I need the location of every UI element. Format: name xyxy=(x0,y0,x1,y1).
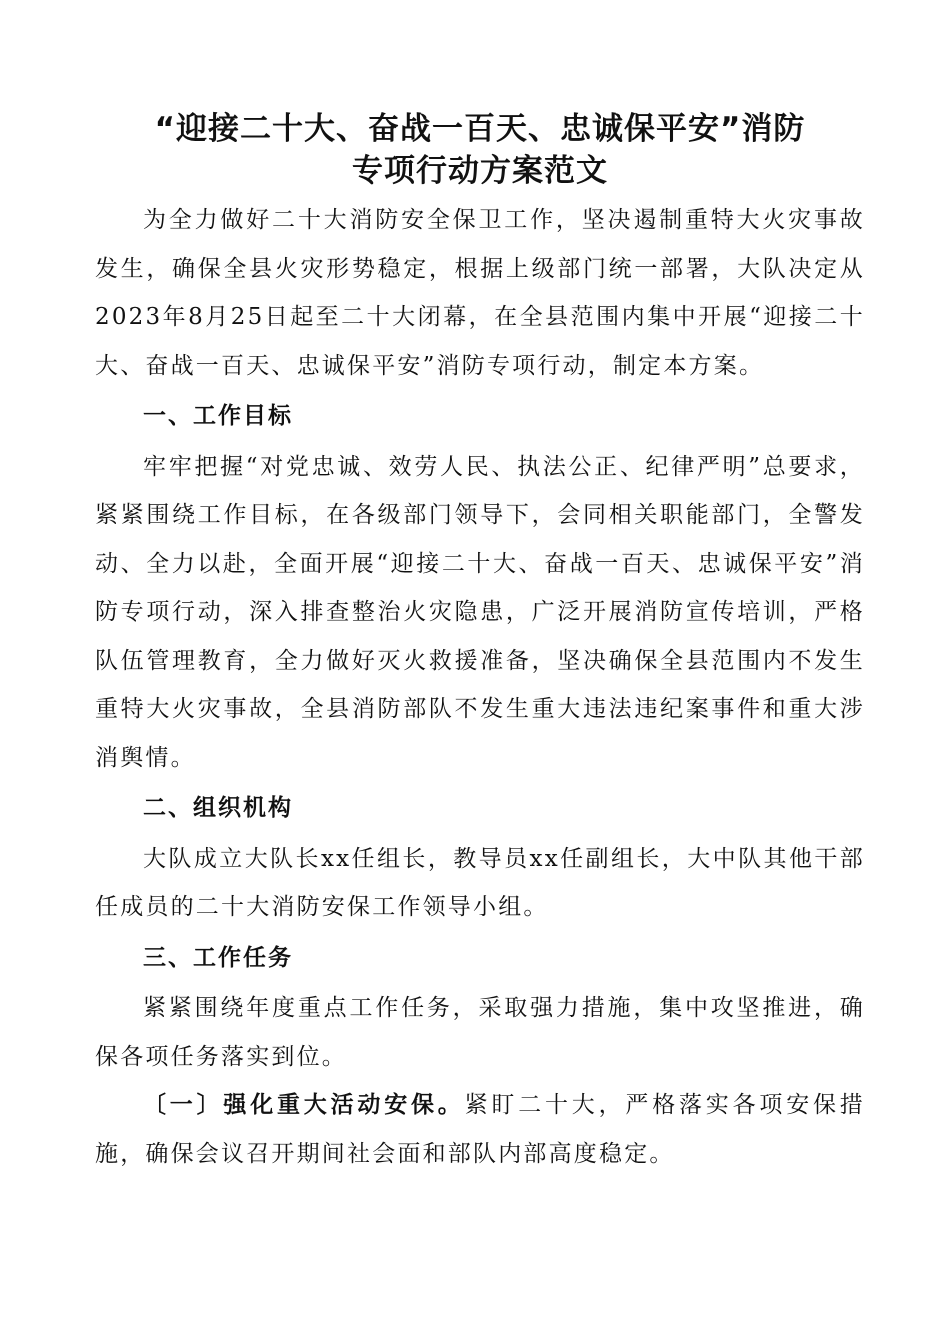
section-heading-goals: 一、工作目标 xyxy=(143,403,293,429)
section-heading-tasks: 三、工作任务 xyxy=(143,944,293,971)
task-item-1-lead: 〔一〕强化重大活动安保。 xyxy=(143,1092,465,1118)
section-body-goals: 牢牢把握“对党忠诚、效劳人民、执法公正、纪律严明”总要求，紧紧围绕工作目标，在各级部门领导下，会同相关职能部门，全警发动、全力以赴，全面开展“迎接二十大、奋战一百天、忠诚保平安”消防专项行动，深入排查整治火灾隐患，广泛开展消防宣传培训，严格队伍管理教育，全力做好灭火救援准备，坚决确保全县范围内不发生重特大火灾事故，全县消防部队不发生重大违法违纪案事件和重大涉消舆情。 xyxy=(95,453,865,771)
section-heading-organization: 二、组织机构 xyxy=(143,795,293,821)
section-body-tasks: 紧紧围绕年度重点工作任务，采取强力措施，集中攻坚推进，确保各项任务落实到位。 xyxy=(95,995,865,1070)
task-item-1-text: 紧盯二十大，严格落实各项安保措施，确保会议召开期间社会面和部队内部高度稳定。 xyxy=(95,1092,866,1167)
intro-paragraph: 为全力做好二十大消防安全保卫工作，坚决遏制重特大火灾事故发生，确保全县火灾形势稳定，根据上级部门统一部署，大队决定从2023年8月25日起至二十大闭幕，在全县范围内集中开展“迎接二十大、奋战一百天、忠诚保平安”消防专项行动，制定本方案。 xyxy=(95,207,865,379)
section-body-organization: 大队成立大队长xx任组长，教导员xx任副组长，大中队其他干部任成员的二十大消防安保工作领导小组。 xyxy=(95,845,865,920)
title-line-1: “迎接二十大、奋战一百天、忠诚保平安”消防 xyxy=(154,111,806,147)
document-page xyxy=(95,108,865,1178)
title-line-2: 专项行动方案范文 xyxy=(352,153,608,189)
document-title xyxy=(75,108,885,192)
task-item-1 xyxy=(95,1081,865,1178)
